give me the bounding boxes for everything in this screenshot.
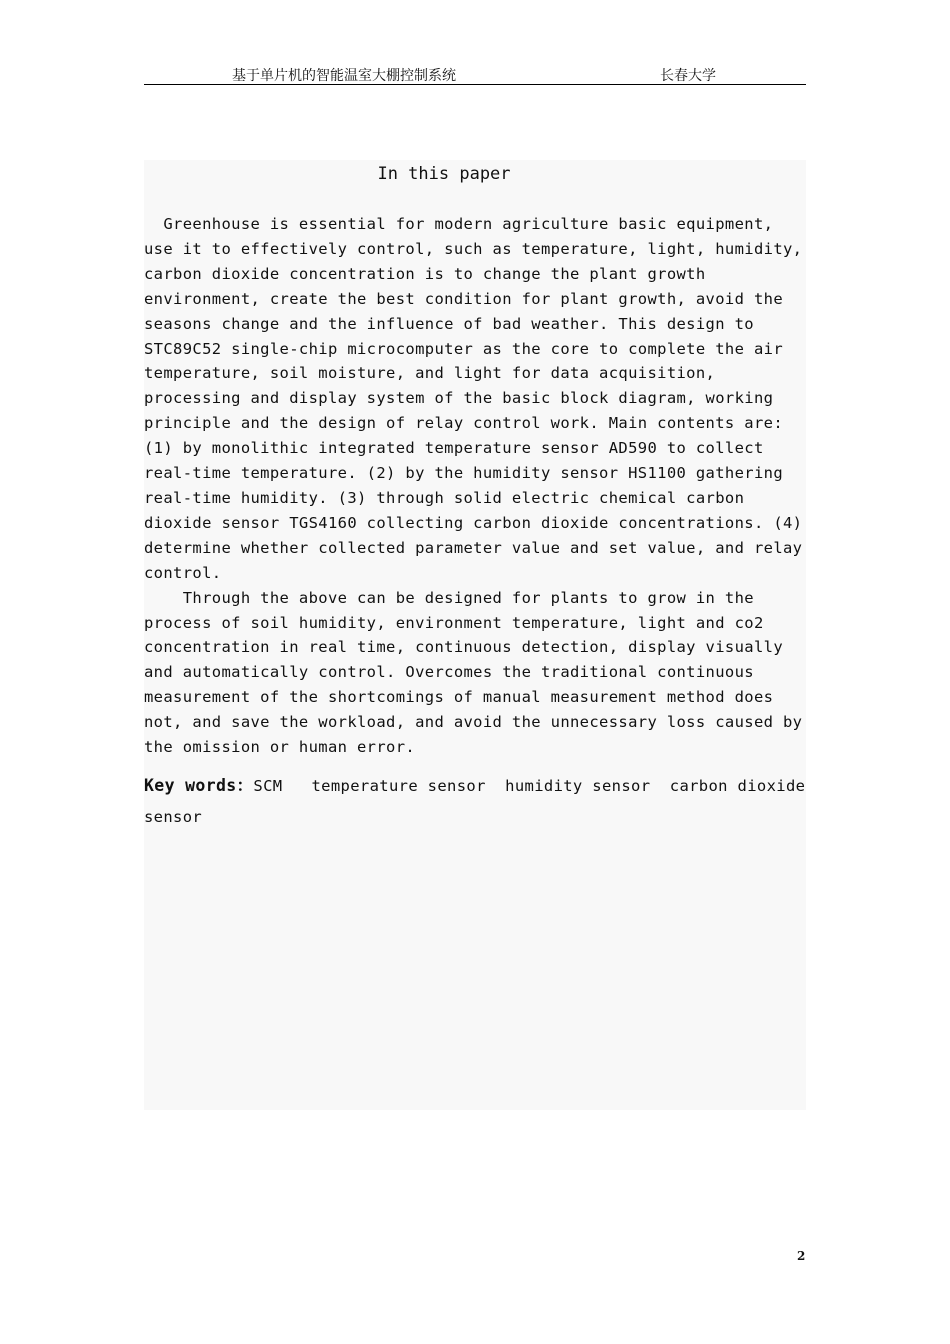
abstract-body (144, 212, 806, 760)
abstract-line: temperature, soil moisture, and light for data acquisition, (144, 364, 716, 383)
abstract-line: process of soil humidity, environment temperature, light and co2 (144, 613, 764, 632)
page-header (144, 64, 806, 85)
abstract-line: determine whether collected parameter value and set value, and relay (144, 538, 803, 557)
abstract-line: Greenhouse is essential for modern agriculture basic equipment, (144, 215, 774, 233)
keywords-label: Key words： (144, 776, 254, 795)
abstract-line: seasons change and the influence of bad weather. This design to (144, 314, 754, 333)
abstract-line: not, and save the workload, and avoid the unnecessary loss caused by (144, 713, 803, 732)
abstract-line: dioxide sensor TGS4160 collecting carbon dioxide concentrations. (4) (144, 513, 803, 532)
keyword-item: temperature sensor (311, 777, 486, 795)
abstract-line: principle and the design of relay control work. Main contents are: (144, 414, 783, 433)
abstract-title: In this paper (377, 164, 511, 184)
header-school: 长春大学 (660, 68, 716, 84)
header-title: 基于单片机的智能温室大棚控制系统 (232, 68, 456, 84)
abstract-line: real-time temperature. (2) by the humidity sensor HS1100 gathering (144, 464, 783, 483)
abstract-line: (1) by monolithic integrated temperature sensor AD590 to collect (144, 439, 764, 458)
page-number: 2 (797, 1249, 806, 1263)
abstract-line: STC89C52 single-chip microcomputer as the core to complete the air (144, 339, 783, 358)
abstract-section (144, 160, 806, 1110)
keyword-item: humidity sensor (505, 777, 651, 795)
keywords (144, 770, 806, 833)
abstract-line: environment, create the best condition for plant growth, avoid the (144, 289, 783, 308)
abstract-line: the omission or human error. (144, 738, 416, 757)
abstract-line: concentration in real time, continuous detection, display visually (144, 638, 783, 657)
abstract-line: processing and display system of the basic block diagram, working (144, 389, 774, 408)
abstract-line: and automatically control. Overcomes the traditional continuous (144, 663, 754, 682)
abstract-line: use it to effectively control, such as temperature, light, humidity, (144, 239, 803, 258)
abstract-line: Through the above can be designed for plants to grow in the (144, 588, 754, 607)
keyword-item: carbon dioxide sensor (144, 777, 806, 826)
keyword-item: SCM (253, 777, 283, 795)
abstract-line: measurement of the shortcomings of manual measurement method does (144, 688, 774, 707)
abstract-line: real-time humidity. (3) through solid electric chemical carbon (144, 488, 745, 507)
abstract-line: carbon dioxide concentration is to change the plant growth (144, 264, 706, 283)
abstract-line: control. (144, 563, 222, 582)
